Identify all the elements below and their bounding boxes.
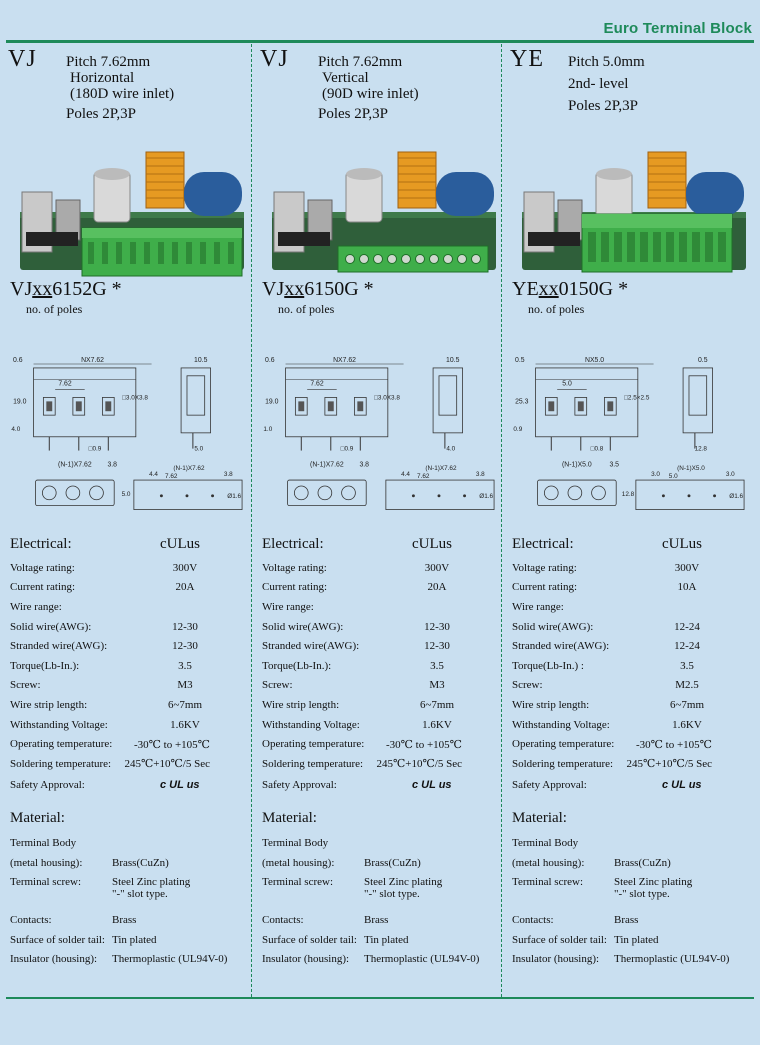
header-line: (180D wire inlet) xyxy=(70,86,175,102)
safety-approval-row xyxy=(262,774,498,796)
relay-orange xyxy=(398,152,436,208)
spec-key: Soldering temperature: xyxy=(512,757,614,770)
spec-row xyxy=(10,715,246,735)
material-row xyxy=(512,854,748,874)
material-key: Surface of solder tail: xyxy=(10,933,105,946)
material-value-line: Thermoplastic (UL94V-0) xyxy=(112,953,228,966)
material-row xyxy=(10,911,246,931)
spec-row xyxy=(262,676,498,696)
header-line: Poles 2P,3P xyxy=(66,106,137,122)
spec-key: Withstanding Voltage: xyxy=(512,718,610,731)
svg-text:3.8: 3.8 xyxy=(359,461,370,469)
model-number xyxy=(512,278,628,301)
spec-row xyxy=(262,695,498,715)
spec-value: 300V xyxy=(424,561,450,574)
material-row xyxy=(10,931,246,951)
electrical-specs xyxy=(512,536,748,796)
product-photo xyxy=(16,142,244,290)
spec-value: 300V xyxy=(172,561,198,574)
electrical-heading: Electrical: xyxy=(512,536,574,552)
spec-row xyxy=(10,597,246,617)
svg-text:Ø1.6: Ø1.6 xyxy=(729,492,744,500)
spec-row xyxy=(512,754,748,774)
model-suffix: 6152G * xyxy=(52,278,122,300)
material-heading: Material: xyxy=(262,810,317,826)
material-key: Contacts: xyxy=(512,914,554,927)
material-value xyxy=(112,876,246,900)
material-key: Contacts: xyxy=(10,914,52,927)
svg-text:0.5: 0.5 xyxy=(697,357,708,365)
material-specs xyxy=(262,810,498,970)
spec-key: Voltage rating: xyxy=(10,561,75,574)
material-row xyxy=(262,911,498,931)
spec-row xyxy=(262,656,498,676)
spec-row xyxy=(512,676,748,696)
svg-text:□3.0X3.8: □3.0X3.8 xyxy=(374,394,400,402)
svg-text:(N-1)X7.62: (N-1)X7.62 xyxy=(425,465,457,473)
material-value-line: Steel Zinc plating xyxy=(614,876,693,889)
spec-value: 245℃+10℃/5 Sec xyxy=(626,758,712,771)
spec-key: Wire range: xyxy=(512,600,564,613)
svg-text:10.5: 10.5 xyxy=(446,357,460,365)
spec-value: 6~7mm xyxy=(419,698,455,711)
material-value-line: Brass xyxy=(364,914,389,927)
standard-label: cULus xyxy=(662,536,702,552)
model-prefix: VJ xyxy=(10,278,33,300)
material-row xyxy=(262,950,498,970)
material-value xyxy=(364,953,498,965)
material-key: (metal housing): xyxy=(512,856,585,869)
spec-key: Operating temperature: xyxy=(10,738,113,751)
material-value-line: Tin plated xyxy=(112,933,157,946)
capacitor-blue xyxy=(686,172,744,216)
spec-row xyxy=(512,695,748,715)
model-number xyxy=(10,278,122,301)
material-row xyxy=(512,931,748,951)
spec-key: Solid wire(AWG): xyxy=(10,620,92,633)
svg-text:19.0: 19.0 xyxy=(13,398,27,406)
spec-key: Withstanding Voltage: xyxy=(262,718,360,731)
svg-text:3.8: 3.8 xyxy=(223,471,233,479)
spec-key: Wire range: xyxy=(10,600,62,613)
spec-value: -30℃ to +105℃ xyxy=(133,738,210,751)
material-heading: Material: xyxy=(10,810,65,826)
spec-value: 12-30 xyxy=(424,620,450,633)
brand-title: Euro Terminal Block xyxy=(603,20,752,37)
model-xx: xx xyxy=(32,278,53,300)
svg-text:(N-1)X5.0: (N-1)X5.0 xyxy=(677,465,705,473)
spec-key: Torque(Lb-In.): xyxy=(262,659,332,672)
svg-text:□0.8: □0.8 xyxy=(590,445,604,453)
material-value-line: Steel Zinc plating xyxy=(364,876,443,889)
material-key: Contacts: xyxy=(262,914,304,927)
spec-value: 1.6KV xyxy=(170,718,200,731)
spec-value: 3.5 xyxy=(178,659,192,672)
product-column xyxy=(502,44,752,997)
svg-text:7.62: 7.62 xyxy=(165,473,178,481)
spec-value: 300V xyxy=(674,561,700,574)
spec-row xyxy=(512,656,748,676)
spec-key: Torque(Lb-In.) : xyxy=(512,659,584,672)
spec-row xyxy=(262,578,498,598)
series-code: VJ xyxy=(8,46,37,72)
material-key: Terminal screw: xyxy=(262,876,334,889)
spec-row xyxy=(512,597,748,617)
svg-text:4.4: 4.4 xyxy=(401,471,410,479)
spec-key: Wire range: xyxy=(262,600,314,613)
material-heading: Material: xyxy=(512,810,567,826)
spec-key: Voltage rating: xyxy=(512,561,577,574)
svg-text:19.0: 19.0 xyxy=(265,398,279,406)
header-line: Pitch 7.62mm xyxy=(66,54,151,70)
svg-text:3.5: 3.5 xyxy=(609,461,620,469)
material-key: Terminal screw: xyxy=(512,876,584,889)
electrical-specs xyxy=(262,536,498,796)
spec-row xyxy=(10,676,246,696)
dimension-drawing xyxy=(6,329,246,519)
svg-text:3.0: 3.0 xyxy=(725,471,735,479)
svg-text:1.0: 1.0 xyxy=(263,425,273,433)
approval-label: Safety Approval: xyxy=(512,778,587,791)
spec-key: Solid wire(AWG): xyxy=(262,620,344,633)
poles-note: no. of poles xyxy=(528,302,585,316)
safety-approval-row xyxy=(512,774,748,796)
material-row xyxy=(10,873,246,911)
material-value-line: Brass(CuZn) xyxy=(364,856,421,869)
svg-text:5.0: 5.0 xyxy=(562,380,572,388)
spec-value: 12-24 xyxy=(674,640,700,653)
svg-text:(N-1)X7.62: (N-1)X7.62 xyxy=(58,461,92,469)
material-value-line: Thermoplastic (UL94V-0) xyxy=(364,953,480,966)
spec-value: 20A xyxy=(427,581,447,594)
spec-key: Current rating: xyxy=(10,581,76,594)
material-value-line: Brass(CuZn) xyxy=(112,856,169,869)
spec-row xyxy=(10,695,246,715)
cul-us-logo: c UL us xyxy=(412,778,452,791)
material-value-line2: "-" slot type. xyxy=(614,888,670,901)
series-code: YE xyxy=(510,46,544,72)
cul-us-logo: c UL us xyxy=(662,778,702,791)
product-column xyxy=(252,44,502,997)
svg-text:NX7.62: NX7.62 xyxy=(81,357,105,365)
spec-row xyxy=(262,754,498,774)
spec-value: 6~7mm xyxy=(167,698,203,711)
dimension-drawing xyxy=(508,329,748,519)
material-key: Terminal Body xyxy=(10,837,77,849)
svg-text:10.5: 10.5 xyxy=(194,357,208,365)
material-key: Surface of solder tail: xyxy=(512,933,607,946)
spec-key: Wire strip length: xyxy=(512,698,590,711)
spec-key: Stranded wire(AWG): xyxy=(512,640,610,653)
svg-text:5.0: 5.0 xyxy=(668,473,678,481)
model-suffix: 0150G * xyxy=(558,278,629,300)
material-value xyxy=(364,934,498,946)
approval-label: Safety Approval: xyxy=(262,778,337,791)
standard-label: cULus xyxy=(412,536,452,552)
header-line: (90D wire inlet) xyxy=(322,86,419,102)
material-value xyxy=(614,953,748,965)
material-value xyxy=(614,914,748,926)
spec-row xyxy=(512,558,748,578)
spec-row xyxy=(512,734,748,754)
poles-note: no. of poles xyxy=(278,302,335,316)
material-row xyxy=(262,931,498,951)
spec-key: Wire strip length: xyxy=(10,698,88,711)
spec-row xyxy=(10,754,246,774)
bottom-rule xyxy=(6,997,754,999)
spec-key: Stranded wire(AWG): xyxy=(10,640,108,653)
product-photo xyxy=(268,142,496,290)
spec-key: Wire strip length: xyxy=(262,698,340,711)
material-row xyxy=(262,873,498,911)
header-line: Poles 2P,3P xyxy=(318,106,389,122)
capacitor-blue xyxy=(184,172,242,216)
spec-key: Operating temperature: xyxy=(262,738,365,751)
spec-key: Torque(Lb-In.): xyxy=(10,659,80,672)
spec-row xyxy=(10,578,246,598)
material-key: (metal housing): xyxy=(262,856,335,869)
product-column xyxy=(0,44,250,997)
material-row xyxy=(10,950,246,970)
material-row xyxy=(512,873,748,911)
material-row xyxy=(262,834,498,854)
spec-value: -30℃ to +105℃ xyxy=(635,738,712,751)
safety-approval-row xyxy=(10,774,246,796)
material-value xyxy=(364,857,498,869)
model-xx: xx xyxy=(538,278,559,300)
series-code: VJ xyxy=(260,46,289,72)
material-value-line: Brass xyxy=(614,914,639,927)
capacitor-blue xyxy=(436,172,494,216)
spec-value: 1.6KV xyxy=(672,718,702,731)
material-key: Terminal Body xyxy=(262,837,329,849)
spec-value: 6~7mm xyxy=(669,698,705,711)
material-value xyxy=(112,857,246,869)
material-value-line: Thermoplastic (UL94V-0) xyxy=(614,953,730,966)
spec-value: 3.5 xyxy=(430,659,444,672)
material-value xyxy=(364,914,498,926)
svg-text:12.8: 12.8 xyxy=(694,445,707,453)
spec-value: 245℃+10℃/5 Sec xyxy=(376,758,462,771)
spec-row xyxy=(262,715,498,735)
spec-value: 10A xyxy=(677,581,697,594)
material-value-line2: "-" slot type. xyxy=(364,888,420,901)
svg-text:Ø1.6: Ø1.6 xyxy=(479,492,494,500)
material-value-line: Tin plated xyxy=(364,933,409,946)
material-key: (metal housing): xyxy=(10,856,83,869)
spec-value: M2.5 xyxy=(675,679,699,692)
svg-text:□2.5×2.5: □2.5×2.5 xyxy=(624,394,650,402)
spec-row xyxy=(10,617,246,637)
material-row xyxy=(512,834,748,854)
brand-bar xyxy=(0,0,760,44)
svg-text:7.62: 7.62 xyxy=(58,380,72,388)
svg-text:3.0: 3.0 xyxy=(651,471,660,479)
spec-key: Screw: xyxy=(512,679,543,692)
product-header xyxy=(568,54,645,114)
svg-text:□0.9: □0.9 xyxy=(88,445,102,453)
header-line: Pitch 5.0mm xyxy=(568,54,645,70)
model-suffix: 6150G * xyxy=(304,278,374,300)
standard-label: cULus xyxy=(160,536,200,552)
material-row xyxy=(10,854,246,874)
top-rule xyxy=(6,40,754,43)
product-header xyxy=(66,54,174,122)
spec-key: Current rating: xyxy=(262,581,328,594)
svg-text:3.8: 3.8 xyxy=(107,461,118,469)
model-xx: xx xyxy=(284,278,305,300)
relay-orange xyxy=(648,152,686,208)
model-prefix: VJ xyxy=(262,278,285,300)
header-line: Pitch 7.62mm xyxy=(318,54,403,70)
material-value-line: Tin plated xyxy=(614,933,659,946)
material-specs xyxy=(10,810,246,970)
cul-us-logo: c UL us xyxy=(160,778,200,791)
svg-text:5.0: 5.0 xyxy=(121,490,131,498)
spec-row xyxy=(262,558,498,578)
material-specs xyxy=(512,810,748,970)
spec-key: Soldering temperature: xyxy=(10,757,112,770)
material-key: Insulator (housing): xyxy=(512,953,600,966)
svg-text:0.6: 0.6 xyxy=(13,357,23,365)
svg-text:0.9: 0.9 xyxy=(513,425,523,433)
svg-text:(N-1)X5.0: (N-1)X5.0 xyxy=(561,461,592,469)
material-row xyxy=(262,854,498,874)
spec-key: Screw: xyxy=(10,679,41,692)
spec-value: 12-30 xyxy=(172,620,198,633)
spec-key: Solid wire(AWG): xyxy=(512,620,594,633)
spec-key: Operating temperature: xyxy=(512,738,615,751)
svg-text:7.62: 7.62 xyxy=(310,380,324,388)
electrical-heading: Electrical: xyxy=(10,536,72,552)
spec-row xyxy=(10,636,246,656)
material-value xyxy=(614,934,748,946)
svg-text:7.62: 7.62 xyxy=(417,473,430,481)
material-key: Insulator (housing): xyxy=(10,953,98,966)
material-row xyxy=(512,911,748,931)
spec-row xyxy=(10,656,246,676)
spec-row xyxy=(262,597,498,617)
svg-text:□3.0X3.8: □3.0X3.8 xyxy=(122,394,148,402)
relay-orange xyxy=(146,152,184,208)
material-row xyxy=(10,834,246,854)
header-line: Vertical xyxy=(322,70,369,86)
dimension-drawing xyxy=(258,329,498,519)
svg-text:□0.9: □0.9 xyxy=(340,445,354,453)
spec-value: M3 xyxy=(177,679,193,692)
spec-row xyxy=(512,578,748,598)
svg-text:(N-1)X7.62: (N-1)X7.62 xyxy=(310,461,344,469)
spec-value: 20A xyxy=(175,581,195,594)
electrical-heading: Electrical: xyxy=(262,536,324,552)
svg-text:5.0: 5.0 xyxy=(194,445,204,453)
spec-value: 12-30 xyxy=(424,640,450,653)
spec-value: -30℃ to +105℃ xyxy=(385,738,462,751)
svg-text:(N-1)X7.62: (N-1)X7.62 xyxy=(173,465,205,473)
svg-text:3.8: 3.8 xyxy=(475,471,485,479)
svg-text:12.8: 12.8 xyxy=(621,490,635,498)
spec-row xyxy=(262,636,498,656)
header-line: Poles 2P,3P xyxy=(568,98,639,114)
material-key: Surface of solder tail: xyxy=(262,933,357,946)
product-photo xyxy=(518,142,746,290)
svg-text:4.0: 4.0 xyxy=(446,445,456,453)
svg-text:4.0: 4.0 xyxy=(11,425,21,433)
approval-label: Safety Approval: xyxy=(10,778,85,791)
material-value-line: Brass xyxy=(112,914,137,927)
spec-key: Voltage rating: xyxy=(262,561,327,574)
svg-text:NX5.0: NX5.0 xyxy=(585,357,605,365)
material-value xyxy=(614,857,748,869)
spec-key: Soldering temperature: xyxy=(262,757,364,770)
spec-row xyxy=(512,617,748,637)
electrical-specs xyxy=(10,536,246,796)
spec-row xyxy=(512,715,748,735)
material-value-line2: "-" slot type. xyxy=(112,888,168,901)
svg-text:25.3: 25.3 xyxy=(515,398,529,406)
poles-note: no. of poles xyxy=(26,302,83,316)
material-value-line: Brass(CuZn) xyxy=(614,856,671,869)
spec-row xyxy=(10,558,246,578)
svg-text:0.5: 0.5 xyxy=(515,357,525,365)
svg-text:4.4: 4.4 xyxy=(149,471,158,479)
spec-value: 1.6KV xyxy=(422,718,452,731)
spec-value: 245℃+10℃/5 Sec xyxy=(124,758,210,771)
spec-value: 3.5 xyxy=(680,659,694,672)
spec-row xyxy=(10,734,246,754)
spec-row xyxy=(262,734,498,754)
model-prefix: YE xyxy=(512,278,539,300)
product-header xyxy=(318,54,419,122)
model-number xyxy=(262,278,374,301)
spec-value: 12-24 xyxy=(674,620,700,633)
material-key: Insulator (housing): xyxy=(262,953,350,966)
header-line: Horizontal xyxy=(70,70,135,86)
spec-key: Screw: xyxy=(262,679,293,692)
svg-text:NX7.62: NX7.62 xyxy=(333,357,357,365)
material-key: Terminal screw: xyxy=(10,876,82,889)
svg-text:0.6: 0.6 xyxy=(265,357,275,365)
spec-key: Withstanding Voltage: xyxy=(10,718,108,731)
spec-key: Current rating: xyxy=(512,581,578,594)
material-value xyxy=(614,876,748,900)
spec-row xyxy=(512,636,748,656)
spec-value: M3 xyxy=(429,679,445,692)
spec-value: 12-30 xyxy=(172,640,198,653)
spec-row xyxy=(262,617,498,637)
svg-text:Ø1.6: Ø1.6 xyxy=(227,492,242,500)
material-key: Terminal Body xyxy=(512,837,579,849)
material-value xyxy=(112,914,246,926)
material-value-line: Steel Zinc plating xyxy=(112,876,191,889)
material-row xyxy=(512,950,748,970)
header-line: 2nd- level xyxy=(568,76,629,92)
material-value xyxy=(364,876,498,900)
material-value xyxy=(112,953,246,965)
spec-key: Stranded wire(AWG): xyxy=(262,640,360,653)
material-value xyxy=(112,934,246,946)
